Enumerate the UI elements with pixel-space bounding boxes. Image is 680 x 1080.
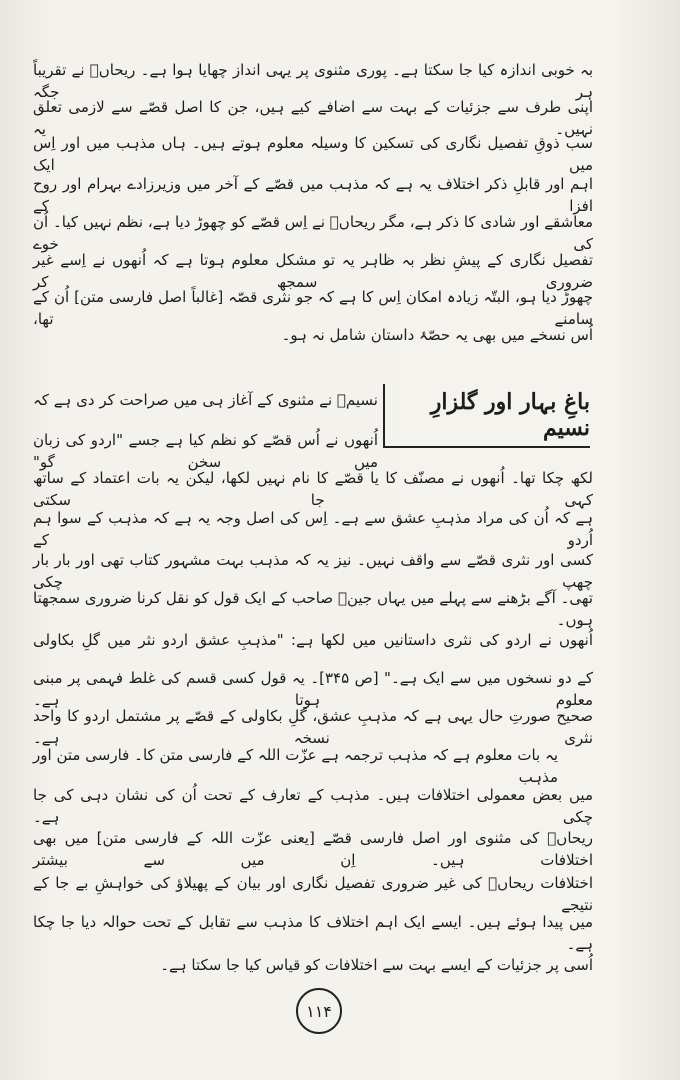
text-line: لکھ چکا تھا۔ اُنھوں نے مصنّف کا یا قصّے کا نام نہیں لکھا، لیکن یہ بات اعتماد کے ساتھ کہی جا سکتی: [33, 469, 593, 509]
text-line: ہے کہ اُن کی مراد مذہبِ عشق سے ہے۔ اِس کی اصل وجہ یہ ہے کہ مذہب کے سوا ہم اُردو کے: [33, 509, 593, 549]
text-line: یہ بات معلوم ہے کہ مذہب ترجمہ ہے عزّت اللہ کے فارسی متن کا۔ فارسی متن اور مذہب: [33, 746, 558, 786]
text-line: کے دو نسخوں میں سے ایک ہے۔" [ص ۳۴۵]۔ یہ قول کسی قسم کی غلط فہمی پر مبنی معلوم ہوتا ہے۔: [33, 669, 594, 709]
text-line: چھوڑ دیا ہو، البتّہ زیادہ امکان اِس کا ہے کہ جو نثری قصّہ [غالباً اصل فارسی متن] اُن کے سامنے تھا،: [33, 288, 593, 328]
text-line: اُنھوں نے اردو کی نثری داستانیں میں لکھا ہے: "مذہبِ عشق اردو نثر میں گلِ بکاولی: [33, 631, 593, 649]
text-line: اختلافات ریحاںؔ کی غیر ضروری تفصیل نگاری اور بیان کے پھیلاؤ کی خواہشِ بے جا کے نتیجے: [33, 874, 593, 914]
text-line: اُسی پر جزئیات کے ایسے بہت سے اختلافات کو قیاس کیا جا سکتا ہے۔: [160, 956, 593, 974]
text-line: بہ خوبی اندازہ کیا جا سکتا ہے۔ پوری مثنوی پر یہی انداز چھایا ہوا ہے۔ ریحاںؔ نے تقریباً ہر جگہ: [33, 61, 593, 101]
text-line: میں پیدا ہوئے ہیں۔ ایسے ایک اہم اختلاف کا مذہب سے تقابل کے تحت حوالہ دیا جا چکا ہے۔: [33, 913, 593, 953]
text-line: کسی اور نثری قصّے سے واقف نہیں۔ نیز یہ کہ مذہب بہت مشہور کتاب تھی اور بار بار چھپ چکی: [33, 551, 593, 591]
text-line: سب ذوقِ تفصیل نگاری کی تسکین کا وسیلہ معلوم ہوتے ہیں۔ ہاں مذہب میں اور اِس میں ایک: [33, 134, 593, 174]
text-line: میں بعض معمولی اختلافات ہیں۔ مذہب کے تعارف کے تحت اُن کی نشان دہی کی جا چکی ہے۔: [33, 786, 593, 826]
section-heading: باغِ بہار اور گلزارِ نسیم: [383, 384, 590, 448]
text-line: تھی۔ آگے بڑھنے سے پہلے میں یہاں جینؔ صاحب کے ایک قول کو نقل کرنا ضروری سمجھتا ہوں۔: [33, 589, 593, 629]
text-line: اُنھوں نے اُس قصّے کو نظم کیا ہے جسے "اردو کی زبان میں سخن گو": [33, 431, 378, 471]
page-number: ۱۱۴: [296, 988, 342, 1034]
text-line: تفصیل نگاری کے پیشِ نظر بہ ظاہر یہ تو مشکل معلوم ہوتا ہے کہ اُنھوں نے اِسے غیر ضروری سمجھ کر: [33, 251, 593, 291]
text-line: ریحاںؔ کی مثنوی اور اصل فارسی قصّے [یعنی عزّت اللہ کے فارسی متن] میں بھی اختلافات ہیں۔ اِن میں سے بیشتر: [33, 829, 593, 869]
text-line: اپنی طرف سے جزئیات کے بہت سے اضافے کیے ہیں، جن کا اصل قصّے سے لازمی تعلق نہیں۔ یہ: [33, 98, 593, 138]
text-line: صحیح صورتِ حال یہی ہے کہ مذہبِ عشق، گلِ بکاولی کے قصّے پر مشتمل اردو کا واحد نثری نسخہ ہے۔: [33, 707, 593, 747]
text-line: معاشقے اور شادی کا ذکر ہے، مگر ریحاںؔ نے اِس قصّے کو چھوڑ دیا ہے، نظم نہیں کیا۔ اُن کی خوے: [33, 213, 593, 253]
text-line: اہم اور قابلِ ذکر اختلاف یہ ہے کہ مذہب میں قصّے کے آخر میں وزیرزادے بہرام اور روح افزا کے: [33, 175, 593, 215]
text-line: نسیمؔ نے مثنوی کے آغاز ہی میں صراحت کر دی ہے کہ: [33, 391, 378, 409]
text-line: اُس نسخے میں بھی یہ حصّۂ داستان شامل نہ ہو۔: [281, 326, 593, 344]
